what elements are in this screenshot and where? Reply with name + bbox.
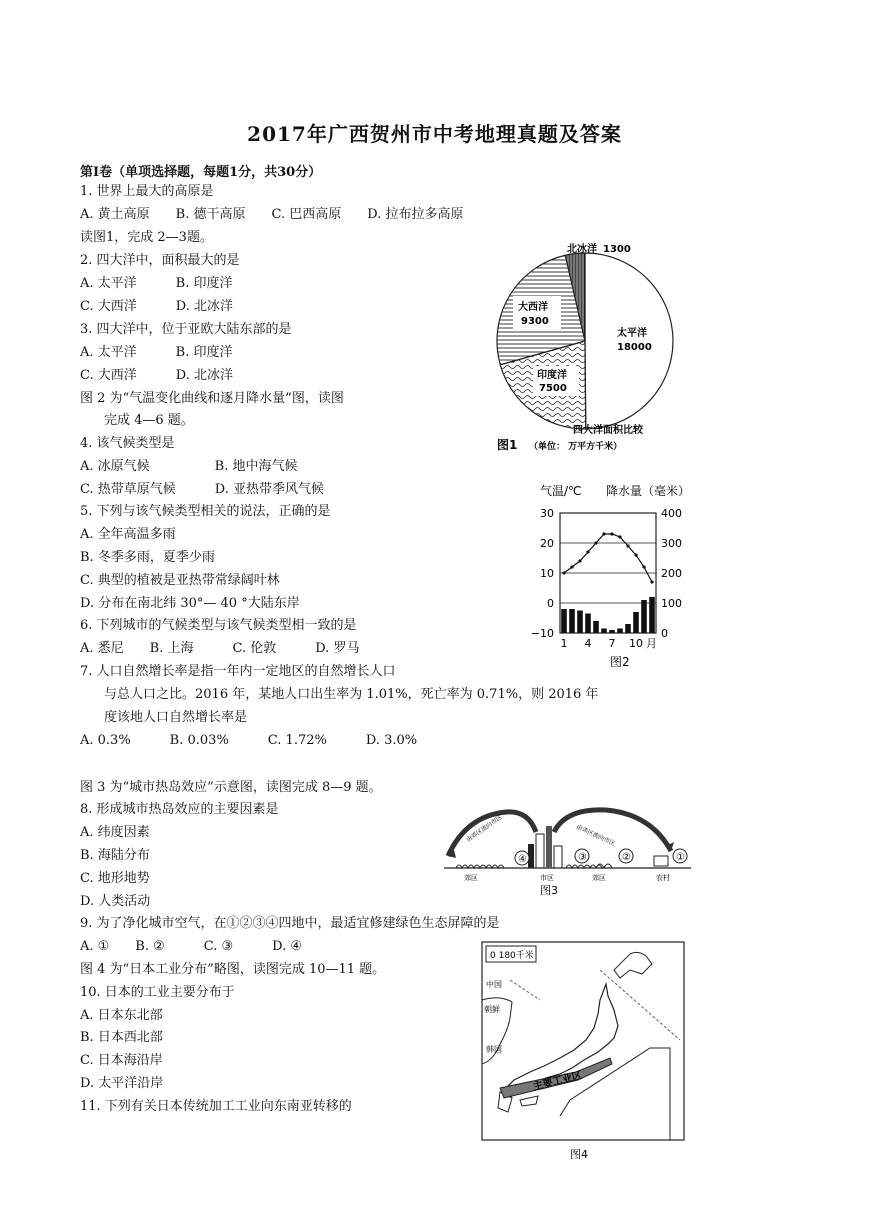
temperature-line	[564, 534, 652, 582]
pie-value-arctic: 1300	[603, 244, 631, 255]
left-tick-label: 10	[540, 567, 554, 580]
figure-2-climate-chart	[530, 480, 715, 672]
right-tick-label: 0	[661, 627, 668, 640]
temperature-point	[634, 553, 637, 556]
pie-value-indian: 7500	[539, 383, 567, 394]
pie-label-atlantic: 大西洋	[518, 302, 548, 313]
right-tick-label: 400	[661, 507, 682, 520]
wind-label-right: 由郊区流向市区	[575, 823, 617, 848]
pie-label-arctic: 北冰洋	[567, 244, 597, 255]
question-1: 1. 世界上最大的高原是	[80, 184, 214, 199]
question-8-option-d: D. 人类活动	[80, 894, 151, 909]
question-2-options-ab: A. 太平洋 B. 印度洋	[80, 276, 233, 291]
question-3-options-ab: A. 太平洋 B. 印度洋	[80, 345, 233, 360]
figure-4-caption: 图4	[570, 1148, 588, 1161]
precipitation-bar	[569, 609, 575, 633]
label-china: 中国	[486, 980, 502, 989]
question-5-option-a: A. 全年高温多雨	[80, 527, 176, 542]
precipitation-bar	[601, 629, 607, 634]
x-tick-label: 10	[629, 637, 643, 650]
question-11: 11. 下列有关日本传统加工工业向东南亚转移的	[80, 1099, 352, 1114]
left-tick-label: 30	[540, 507, 554, 520]
question-5-option-b: B. 冬季多雨，夏季少雨	[80, 550, 215, 565]
precipitation-bar	[641, 600, 647, 633]
temperature-point	[642, 565, 645, 568]
precipitation-bar	[585, 614, 591, 634]
question-8-option-c: C. 地形地势	[80, 871, 150, 886]
label-north-korea: 朝鲜	[484, 1005, 500, 1014]
y-axis-right-label: 降水量（毫米）	[606, 484, 691, 498]
temperature-point	[610, 532, 613, 535]
question-7-cont2: 度该地人口自然增长率是	[104, 710, 248, 725]
pie-slice-pacific	[585, 253, 673, 429]
question-2: 2. 四大洋中，面积最大的是	[80, 253, 240, 268]
temperature-point	[626, 544, 629, 547]
question-4-options-ab: A. 冰原气候 B. 地中海气候	[80, 459, 298, 474]
precipitation-bar	[617, 629, 623, 634]
question-10-option-a: A. 日本东北部	[80, 1008, 163, 1023]
precipitation-bar	[625, 624, 631, 633]
temperature-point	[650, 580, 653, 583]
pie-label-pacific: 太平洋	[617, 328, 647, 339]
figure-2-caption: 图2	[610, 655, 630, 669]
temperature-point	[562, 571, 565, 574]
question-5-option-c: C. 典型的植被是亚热带常绿阔叶林	[80, 573, 280, 588]
question-5-option-d: D. 分布在南北纬 30°— 40 °大陆东岸	[80, 596, 300, 611]
question-7-options: A. 0.3% B. 0.03% C. 1.72% D. 3.0%	[80, 733, 418, 748]
question-10-option-c: C. 日本海沿岸	[80, 1053, 163, 1068]
question-1-options: A. 黄土高原 B. 德干高原 C. 巴西高原 D. 拉布拉多高原	[80, 207, 464, 222]
question-6: 6. 下列城市的气候类型与该气候类型相一致的是	[80, 618, 357, 633]
village-label: 农村	[656, 874, 670, 882]
temperature-point	[602, 532, 605, 535]
suburb-left-label: 郊区	[464, 874, 478, 882]
figure-2-instruction: 图 2 为“气温变化曲线和逐月降水量”图，读图	[80, 391, 344, 406]
question-4-options-cd: C. 热带草原气候 D. 亚热带季风气候	[80, 482, 324, 497]
figure-3-instruction: 图 3 为“城市热岛效应”示意图，读图完成 8—9 题。	[80, 780, 382, 795]
temperature-point	[570, 565, 573, 568]
question-8: 8. 形成城市热岛效应的主要因素是	[80, 802, 279, 817]
left-tick-label: −10	[530, 627, 554, 640]
temperature-point	[586, 550, 589, 553]
question-5: 5. 下列与该气候类型相关的说法，正确的是	[80, 504, 331, 519]
pie-value-atlantic: 9300	[521, 316, 549, 327]
precipitation-bar	[633, 612, 639, 633]
question-10-option-d: D. 太平洋沿岸	[80, 1076, 164, 1091]
point-3-label: ③	[578, 852, 587, 863]
point-1-label: ①	[676, 852, 685, 863]
suburb-right-label: 郊区	[592, 874, 606, 882]
figure-1-caption: 图1	[497, 438, 518, 452]
question-3: 3. 四大洋中，位于亚欧大陆东部的是	[80, 322, 292, 337]
figure-2-instruction-cont: 完成 4—6 题。	[104, 413, 194, 428]
left-tick-label: 20	[540, 537, 554, 550]
precipitation-bar	[649, 597, 655, 633]
wind-label-left: 由郊区流向市区	[465, 813, 504, 844]
figure-1-pie-chart	[485, 238, 695, 460]
city-center-label: 市区	[540, 874, 554, 882]
right-tick-label: 300	[661, 537, 682, 550]
left-tick-label: 0	[547, 597, 554, 610]
y-axis-left-label: 气温/℃	[540, 484, 582, 498]
figure-3-heat-island-diagram	[436, 796, 696, 896]
question-4: 4. 该气候类型是	[80, 436, 175, 451]
figure-3-caption: 图3	[540, 884, 558, 896]
precipitation-bar	[561, 609, 567, 633]
question-7-cont: 与总人口之比。2016 年，某地人口出生率为 1.01%，死亡率为 0.71%，则 2016 年	[104, 687, 599, 702]
pie-unit: （单位： 万平方千米）	[529, 442, 623, 452]
x-axis-unit: 月	[646, 637, 657, 650]
point-2-label: ②	[622, 852, 631, 863]
x-tick-label: 1	[560, 637, 568, 650]
figure-4-japan-map	[480, 940, 690, 1162]
pie-subtitle: 四大洋面积比较	[573, 425, 643, 436]
temperature-point	[578, 559, 581, 562]
right-tick-label: 100	[661, 597, 682, 610]
question-10-option-b: B. 日本西北部	[80, 1030, 163, 1045]
question-7: 7. 人口自然增长率是指一年内一定地区的自然增长人口	[80, 664, 396, 679]
question-3-options-cd: C. 大西洋 D. 北冰洋	[80, 368, 233, 383]
question-6-options: A. 悉尼 B. 上海 C. 伦敦 D. 罗马	[80, 641, 360, 656]
question-9: 9. 为了净化城市空气，在①②③④四地中，最适宜修建绿色生态屏障的是	[80, 916, 500, 931]
pie-value-pacific: 18000	[617, 342, 652, 353]
temperature-point	[618, 535, 621, 538]
precipitation-bar	[593, 621, 599, 633]
figure-4-instruction: 图 4 为“日本工业分布”略图，读图完成 10—11 题。	[80, 962, 386, 977]
x-tick-label: 4	[584, 637, 592, 650]
section-heading: 第Ⅰ卷（单项选择题，每题1分，共30分）	[80, 165, 322, 180]
precipitation-bar	[577, 611, 583, 634]
question-10: 10. 日本的工业主要分布于	[80, 985, 235, 1000]
label-south-korea: 韩国	[486, 1045, 502, 1054]
pie-label-indian: 印度洋	[537, 370, 567, 381]
precipitation-bar	[609, 630, 615, 633]
question-8-option-b: B. 海陆分布	[80, 848, 150, 863]
industrial-belt-label: 主要工业区	[532, 1070, 584, 1093]
question-8-option-a: A. 纬度因素	[80, 825, 150, 840]
question-9-options: A. ① B. ② C. ③ D. ④	[80, 939, 303, 954]
page-title: 2017年广西贺州市中考地理真题及答案	[247, 122, 622, 146]
question-2-options-cd: C. 大西洋 D. 北冰洋	[80, 299, 233, 314]
map-scale: 0 180千米	[490, 951, 534, 961]
right-tick-label: 200	[661, 567, 682, 580]
temperature-point	[594, 541, 597, 544]
x-tick-label: 7	[608, 637, 616, 650]
point-4-label: ④	[518, 854, 527, 865]
figure-1-instruction: 读图1，完成 2—3题。	[80, 230, 213, 245]
